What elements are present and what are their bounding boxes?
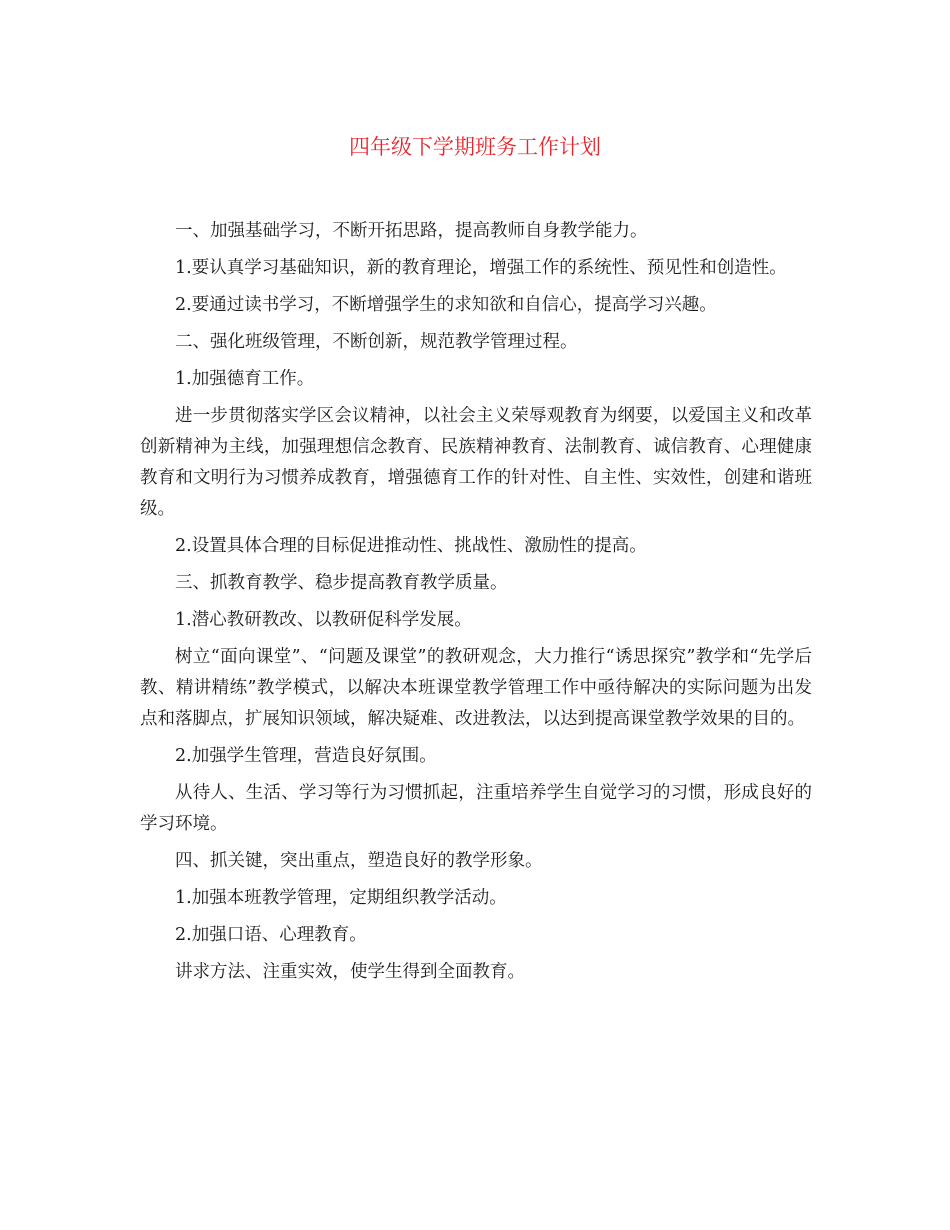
paragraph-3-2: 2.加强学生管理，营造良好氛围。 bbox=[175, 746, 437, 766]
document-body bbox=[140, 216, 812, 994]
document-title: 四年级下学期班务工作计划 bbox=[349, 135, 601, 159]
section-heading-1: 一、加强基础学习，不断开拓思路，提高教师自身教学能力。 bbox=[175, 221, 648, 241]
paragraph-3-1-body: 树立“面向课堂”、“问题及课堂”的教研观念，大力推行“诱思探究”教学和“先学后教、精讲精练”教学模式，以解决本班课堂教学管理工作中亟待解决的实际问题为出发点和落脚点，扩展知识领域，解决疑难、改进教法，以达到提高课堂教学效果的目的。 bbox=[140, 647, 812, 729]
paragraph-4-2: 2.加强口语、心理教育。 bbox=[175, 925, 367, 945]
paragraph-4-1: 1.加强本班教学管理，定期组织教学活动。 bbox=[175, 888, 507, 908]
paragraph-1-2: 2.要通过读书学习，不断增强学生的求知欲和自信心，提高学习兴趣。 bbox=[175, 295, 717, 315]
section-heading-2: 二、强化班级管理，不断创新，规范教学管理过程。 bbox=[175, 332, 578, 352]
paragraph-2-1-body: 进一步贯彻落实学区会议精神，以社会主义荣辱观教育为纲要，以爱国主义和改革创新精神为主线，加强理想信念教育、民族精神教育、法制教育、诚信教育、心理健康教育和文明行为习惯养成教育，增强德育工作的针对性、自主性、实效性，创建和谐班级。 bbox=[140, 406, 812, 519]
section-heading-4: 四、抓关键，突出重点，塑造良好的教学形象。 bbox=[175, 851, 543, 871]
paragraph-3-2-body: 从待人、生活、学习等行为习惯抓起，注重培养学生自觉学习的习惯，形成良好的学习环境。 bbox=[140, 783, 812, 834]
section-heading-3: 三、抓教育教学、稳步提高教育教学质量。 bbox=[175, 573, 508, 593]
paragraph-3-1: 1.潜心教研教改、以教研促科学发展。 bbox=[175, 610, 472, 630]
paragraph-4-2-body: 讲求方法、注重实效，使学生得到全面教育。 bbox=[175, 962, 525, 982]
paragraph-2-1: 1.加强德育工作。 bbox=[175, 369, 315, 389]
paragraph-1-1: 1.要认真学习基础知识，新的教育理论，增强工作的系统性、预见性和创造性。 bbox=[175, 258, 787, 278]
paragraph-2-2: 2.设置具体合理的目标促进推动性、挑战性、激励性的提高。 bbox=[175, 536, 647, 556]
